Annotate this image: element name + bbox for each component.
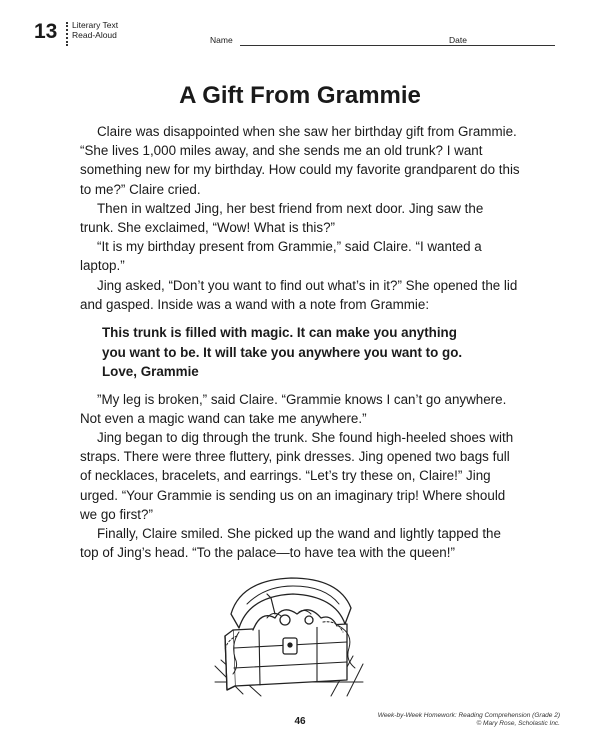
header-category <box>72 20 118 40</box>
note-signature: Love, Grammie <box>102 364 199 380</box>
treasure-trunk-illustration <box>213 574 368 699</box>
header-divider <box>66 22 68 46</box>
paragraph: Jing began to dig through the trunk. She found high-heeled shoes with straps. There were three fluttery, pink dresses. Jing opened two bags full of necklaces, bracelets, and earrings. “Let’s try these on, Claire!” Jing urged. “Your Grammie is sending us on an imaginary trip! Where should we go first?” <box>80 429 514 522</box>
note-line: you want to be. It will take you anywhere you want to go. <box>102 344 463 360</box>
paragraph: “It is my birthday present from Grammie,” said Claire. “I wanted a laptop.” <box>80 239 482 274</box>
page-header <box>34 14 556 50</box>
name-line[interactable] <box>240 45 475 46</box>
date-label: Date <box>449 35 467 45</box>
credit-line: Week-by-Week Homework: Reading Comprehension (Grade 2) <box>377 712 560 719</box>
name-label: Name <box>210 35 233 45</box>
paragraph: Claire was disappointed when she saw her birthday gift from Grammie. “She lives 1,000 miles away, and she sends me an old trunk? I want something new for my birthday. How could my favorite grandparent do this to me?” Claire cried. <box>80 124 520 197</box>
grammie-note <box>102 323 502 382</box>
paragraph: Then in waltzed Jing, her best friend from next door. Jing saw the trunk. She exclaimed, “Wow! What is this?” <box>80 200 484 236</box>
paragraph: ”My leg is broken,” said Claire. “Grammie knows I can’t go anywhere. Not even a magic wand can take me anywhere.” <box>80 391 507 426</box>
paragraph: Jing asked, “Don’t you want to find out what’s in it?” She opened the lid and gasped. Inside was a wand with a note from Grammie: <box>80 277 518 312</box>
note-line: This trunk is filled with magic. It can make you anything <box>102 325 457 341</box>
footer-credit <box>378 712 560 728</box>
header-category-line2: Read-Aloud <box>72 30 117 40</box>
story-text <box>80 122 520 562</box>
header-page-number: 13 <box>34 20 58 43</box>
date-line[interactable] <box>471 45 555 46</box>
credit-line: © Mary Rose, Scholastic Inc. <box>476 720 560 727</box>
paragraph: Finally, Claire smiled. She picked up the wand and lightly tapped the top of Jing’s head. “To the palace—to have tea with the queen!” <box>80 525 501 561</box>
story-title: A Gift From Grammie <box>179 82 421 109</box>
footer-page-number: 46 <box>294 716 306 727</box>
header-category-line1: Literary Text <box>72 20 119 30</box>
